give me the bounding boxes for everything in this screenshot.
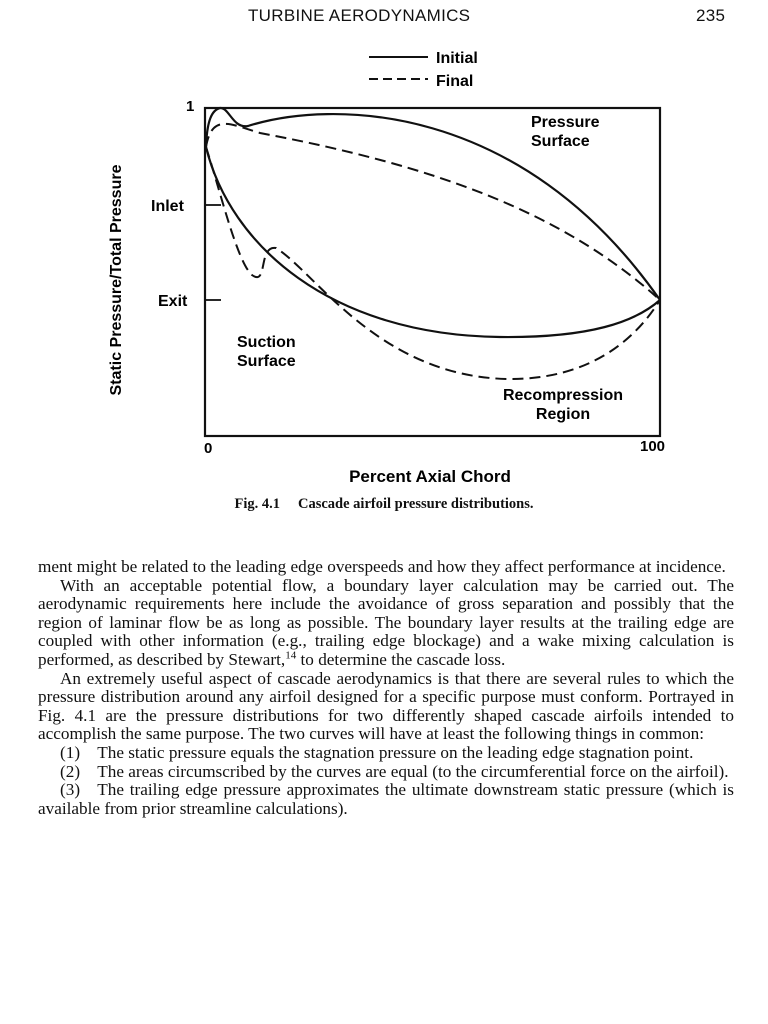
list-item-2: (2) The areas circumscribed by the curves are equal (to the circumferential force on the airfoil). (60, 761, 729, 781)
y-tick-top: 1 (186, 98, 195, 115)
recompression-label-line2: Region (535, 406, 591, 423)
page-number: 235 (696, 6, 726, 25)
pressure-surface-label-line1: Pressure (531, 114, 600, 131)
x-tick-end: 100 (640, 438, 666, 455)
pressure-distribution-figure (0, 0, 768, 490)
figure-caption-text: Cascade airfoil pressure distributions. (298, 496, 534, 512)
x-axis-label: Percent Axial Chord (349, 467, 511, 486)
recompression-label-line1: Recompression (502, 387, 624, 404)
x-tick-start: 0 (204, 440, 213, 457)
reference-marker: 14 (285, 649, 297, 662)
list-item-3: (3) The trailing edge pressure approximates the ultimate downstream static pressure (which is available from prior streamline calculations). (38, 780, 734, 818)
suction-surface-label-line2: Surface (237, 353, 296, 370)
pressure-surface-label-line2: Surface (531, 133, 590, 150)
legend-final-label: Final (436, 73, 474, 90)
exit-label: Exit (158, 293, 188, 310)
suction-surface-label-line1: Suction (237, 334, 296, 351)
paragraph-boundary-layer-text: With an acceptable potential flow, a boundary layer calculation may be carried out. The aerodynamic requirements here include the avoidance of gross separation and possibly that the region of laminar flow be as long as possible. The boundary layer results at the trailing edge are coupled with other information (e.g., trailing edge blockage) and a wake mixing calculation is performed, as described by Stewart, (38, 575, 734, 669)
legend-initial-label: Initial (436, 50, 478, 67)
figure-caption-label: Fig. 4.1 (234, 496, 280, 512)
body-text (38, 558, 734, 818)
inlet-label: Inlet (151, 198, 184, 215)
initial-pressure-surface-curve (206, 108, 660, 300)
paragraph-continued: ment might be related to the leading edge overspeeds and how they affect performance at incidence. (38, 557, 726, 576)
list-item-1: (1) The static pressure equals the stagnation pressure on the leading edge stagnation point. (60, 742, 694, 762)
y-axis-label: Static Pressure/Total Pressure (108, 164, 125, 396)
paragraph-boundary-layer (38, 577, 734, 670)
paragraph-boundary-layer-end: to determine the cascade loss. (296, 649, 506, 669)
figure-caption (0, 496, 768, 513)
paragraph-cascade-rules: An extremely useful aspect of cascade aerodynamics is that there are several rules to which the pressure distribution around any airfoil designed for a specific purpose must conform. Portrayed in Fig. 4.1 are the pressure distributions for two differently shaped cascade airfoils intended to accomplish the same purpose. The two curves will have at least the following things in common: (38, 668, 734, 744)
final-pressure-surface-curve (206, 124, 660, 300)
running-head: TURBINE AERODYNAMICS (248, 6, 471, 25)
